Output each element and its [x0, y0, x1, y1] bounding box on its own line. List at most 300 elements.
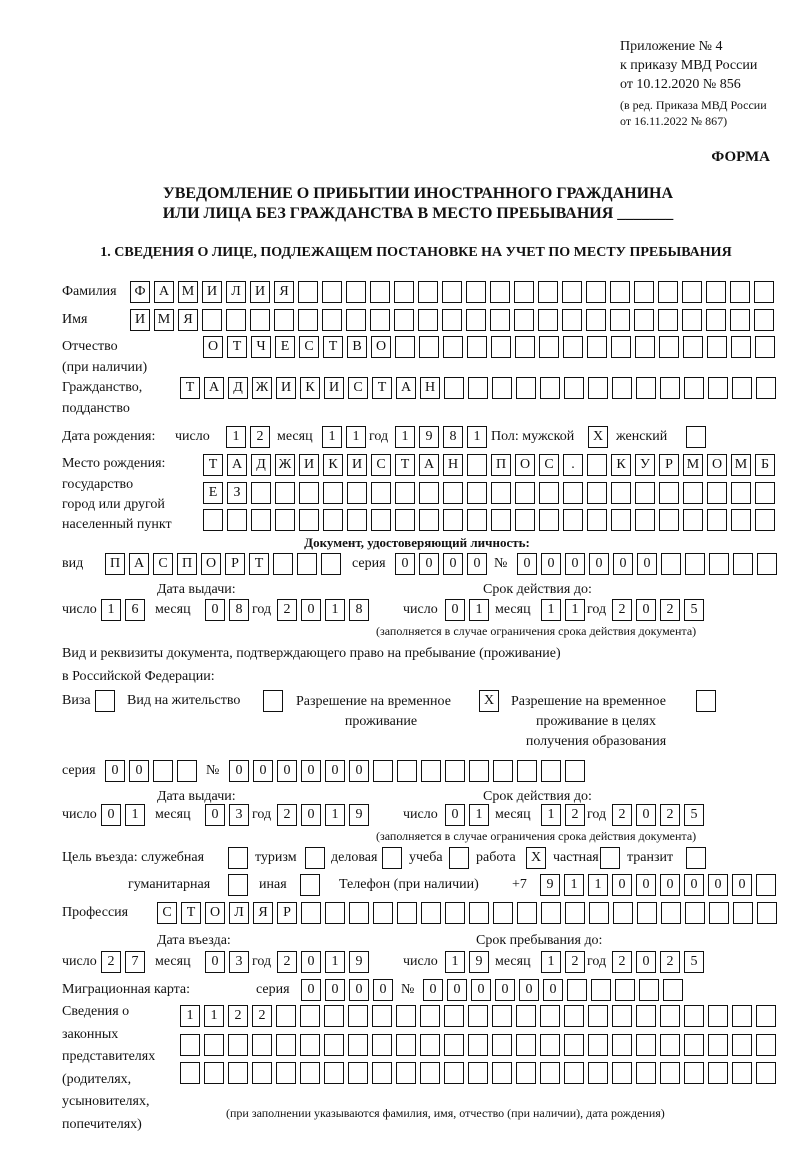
char-box[interactable]: 0 — [205, 951, 225, 973]
char-box[interactable] — [730, 309, 750, 331]
char-box[interactable] — [757, 553, 777, 575]
char-box[interactable] — [372, 1005, 392, 1027]
char-box[interactable]: 9 — [469, 951, 489, 973]
char-box[interactable] — [444, 1062, 464, 1084]
char-box[interactable] — [251, 509, 271, 531]
char-box[interactable] — [732, 377, 752, 399]
char-box[interactable]: Б — [755, 454, 775, 476]
char-box[interactable] — [611, 336, 631, 358]
char-box[interactable]: 3 — [229, 951, 249, 973]
char-box[interactable]: 2 — [277, 804, 297, 826]
char-box[interactable]: 0 — [517, 553, 537, 575]
char-box[interactable] — [203, 509, 223, 531]
char-box[interactable]: 1 — [346, 426, 366, 448]
char-box[interactable] — [300, 1005, 320, 1027]
birth-place-row-2[interactable] — [203, 482, 779, 504]
char-box[interactable]: Я — [253, 902, 273, 924]
char-box[interactable] — [565, 902, 585, 924]
char-box[interactable] — [686, 426, 706, 448]
char-box[interactable] — [516, 1034, 536, 1056]
char-box[interactable] — [322, 309, 342, 331]
char-box[interactable] — [732, 1062, 752, 1084]
char-box[interactable] — [635, 336, 655, 358]
char-box[interactable] — [660, 1034, 680, 1056]
char-box[interactable]: 1 — [322, 426, 342, 448]
char-box[interactable] — [565, 760, 585, 782]
char-box[interactable] — [610, 281, 630, 303]
char-box[interactable] — [754, 309, 774, 331]
char-box[interactable]: 0 — [445, 599, 465, 621]
char-box[interactable] — [420, 1062, 440, 1084]
char-box[interactable] — [732, 1034, 752, 1056]
char-box[interactable] — [684, 1005, 704, 1027]
residence-permit-checkbox[interactable] — [263, 690, 287, 712]
char-box[interactable]: Я — [178, 309, 198, 331]
char-box[interactable]: 2 — [101, 951, 121, 973]
char-box[interactable] — [274, 309, 294, 331]
char-box[interactable]: И — [202, 281, 222, 303]
char-box[interactable] — [469, 760, 489, 782]
char-box[interactable]: 0 — [443, 553, 463, 575]
char-box[interactable] — [732, 1005, 752, 1027]
char-box[interactable]: 2 — [565, 804, 585, 826]
char-box[interactable]: Д — [228, 377, 248, 399]
char-box[interactable] — [612, 1062, 632, 1084]
char-box[interactable]: 1 — [226, 426, 246, 448]
char-box[interactable]: 0 — [660, 874, 680, 896]
char-box[interactable] — [708, 1005, 728, 1027]
char-box[interactable]: М — [178, 281, 198, 303]
char-box[interactable] — [684, 377, 704, 399]
char-box[interactable] — [587, 336, 607, 358]
char-box[interactable]: И — [276, 377, 296, 399]
char-box[interactable] — [611, 482, 631, 504]
char-box[interactable]: 1 — [325, 804, 345, 826]
char-box[interactable] — [397, 902, 417, 924]
char-box[interactable] — [685, 902, 705, 924]
char-box[interactable]: А — [204, 377, 224, 399]
char-box[interactable] — [709, 902, 729, 924]
char-box[interactable] — [204, 1034, 224, 1056]
char-box[interactable] — [347, 482, 367, 504]
char-box[interactable] — [685, 553, 705, 575]
char-box[interactable] — [612, 1005, 632, 1027]
char-box[interactable]: 0 — [325, 979, 345, 1001]
char-box[interactable]: 1 — [564, 874, 584, 896]
char-box[interactable]: 0 — [301, 979, 321, 1001]
char-box[interactable] — [660, 377, 680, 399]
char-box[interactable]: 2 — [228, 1005, 248, 1027]
char-box[interactable] — [275, 509, 295, 531]
char-box[interactable] — [348, 1005, 368, 1027]
char-box[interactable] — [635, 482, 655, 504]
char-box[interactable]: С — [157, 902, 177, 924]
char-box[interactable] — [468, 1034, 488, 1056]
char-box[interactable]: 2 — [277, 599, 297, 621]
purpose-humanitarian-checkbox[interactable] — [228, 874, 252, 896]
char-box[interactable] — [469, 902, 489, 924]
char-box[interactable] — [443, 336, 463, 358]
char-box[interactable]: 0 — [205, 804, 225, 826]
char-box[interactable] — [562, 281, 582, 303]
char-box[interactable] — [683, 336, 703, 358]
char-box[interactable] — [564, 1062, 584, 1084]
char-box[interactable]: 9 — [349, 951, 369, 973]
char-box[interactable]: М — [683, 454, 703, 476]
char-box[interactable] — [636, 1005, 656, 1027]
char-box[interactable] — [730, 281, 750, 303]
char-box[interactable]: 2 — [660, 951, 680, 973]
doc-number-field[interactable] — [517, 553, 781, 575]
char-box[interactable] — [538, 309, 558, 331]
char-box[interactable]: 0 — [708, 874, 728, 896]
char-box[interactable]: Т — [249, 553, 269, 575]
stay-valid-year[interactable] — [612, 804, 708, 826]
char-box[interactable] — [373, 902, 393, 924]
char-box[interactable] — [587, 482, 607, 504]
char-box[interactable] — [419, 336, 439, 358]
char-box[interactable] — [564, 1005, 584, 1027]
char-box[interactable] — [540, 1034, 560, 1056]
char-box[interactable] — [228, 1062, 248, 1084]
char-box[interactable] — [418, 309, 438, 331]
purpose-tourism-checkbox[interactable] — [305, 847, 329, 869]
char-box[interactable]: 2 — [277, 951, 297, 973]
char-box[interactable]: 2 — [612, 599, 632, 621]
char-box[interactable]: 2 — [250, 426, 270, 448]
doc-valid-day[interactable] — [445, 599, 493, 621]
char-box[interactable]: Н — [443, 454, 463, 476]
doc-valid-month[interactable] — [541, 599, 589, 621]
char-box[interactable]: Т — [181, 902, 201, 924]
char-box[interactable] — [445, 902, 465, 924]
char-box[interactable] — [634, 309, 654, 331]
char-box[interactable] — [658, 281, 678, 303]
char-box[interactable] — [755, 336, 775, 358]
citizenship-field[interactable] — [180, 377, 780, 399]
char-box[interactable] — [516, 1005, 536, 1027]
char-box[interactable]: И — [250, 281, 270, 303]
char-box[interactable] — [515, 336, 535, 358]
char-box[interactable]: 1 — [445, 951, 465, 973]
char-box[interactable] — [491, 482, 511, 504]
doc-valid-year[interactable] — [612, 599, 708, 621]
char-box[interactable] — [395, 336, 415, 358]
char-box[interactable] — [493, 902, 513, 924]
char-box[interactable]: О — [205, 902, 225, 924]
char-box[interactable]: 1 — [565, 599, 585, 621]
char-box[interactable] — [564, 377, 584, 399]
char-box[interactable] — [516, 1062, 536, 1084]
char-box[interactable] — [394, 281, 414, 303]
char-box[interactable] — [348, 1062, 368, 1084]
char-box[interactable] — [567, 979, 587, 1001]
char-box[interactable] — [449, 847, 469, 869]
char-box[interactable] — [370, 281, 390, 303]
char-box[interactable] — [588, 1034, 608, 1056]
char-box[interactable] — [707, 482, 727, 504]
char-box[interactable]: Т — [180, 377, 200, 399]
char-box[interactable] — [539, 509, 559, 531]
trp-edu-checkbox[interactable] — [696, 690, 720, 712]
char-box[interactable] — [658, 309, 678, 331]
char-box[interactable]: 0 — [395, 553, 415, 575]
char-box[interactable] — [397, 760, 417, 782]
char-box[interactable]: О — [203, 336, 223, 358]
char-box[interactable] — [180, 1062, 200, 1084]
char-box[interactable]: 5 — [684, 951, 704, 973]
char-box[interactable]: 1 — [469, 804, 489, 826]
char-box[interactable]: 0 — [495, 979, 515, 1001]
char-box[interactable] — [348, 1034, 368, 1056]
char-box[interactable] — [682, 281, 702, 303]
char-box[interactable] — [517, 760, 537, 782]
char-box[interactable] — [227, 509, 247, 531]
char-box[interactable] — [468, 377, 488, 399]
char-box[interactable]: 0 — [589, 553, 609, 575]
char-box[interactable] — [756, 377, 776, 399]
char-box[interactable]: 0 — [613, 553, 633, 575]
char-box[interactable] — [305, 847, 325, 869]
char-box[interactable]: X — [526, 847, 546, 869]
char-box[interactable] — [396, 1062, 416, 1084]
char-box[interactable]: 2 — [660, 804, 680, 826]
char-box[interactable] — [707, 509, 727, 531]
char-box[interactable]: П — [177, 553, 197, 575]
purpose-business-checkbox[interactable] — [382, 847, 406, 869]
char-box[interactable] — [252, 1034, 272, 1056]
char-box[interactable] — [421, 760, 441, 782]
char-box[interactable] — [696, 690, 716, 712]
char-box[interactable] — [228, 874, 248, 896]
char-box[interactable]: 0 — [419, 553, 439, 575]
char-box[interactable]: П — [105, 553, 125, 575]
stay-year[interactable] — [612, 951, 708, 973]
char-box[interactable]: Т — [227, 336, 247, 358]
char-box[interactable] — [443, 509, 463, 531]
char-box[interactable] — [419, 482, 439, 504]
char-box[interactable] — [273, 553, 293, 575]
char-box[interactable] — [639, 979, 659, 1001]
purpose-transit-checkbox[interactable] — [686, 847, 710, 869]
char-box[interactable]: 1 — [204, 1005, 224, 1027]
char-box[interactable]: Л — [229, 902, 249, 924]
char-box[interactable] — [202, 309, 222, 331]
char-box[interactable]: О — [707, 454, 727, 476]
char-box[interactable] — [586, 281, 606, 303]
char-box[interactable] — [322, 281, 342, 303]
char-box[interactable]: 0 — [349, 760, 369, 782]
entry-day[interactable] — [101, 951, 149, 973]
representatives-row-3[interactable] — [180, 1062, 780, 1084]
char-box[interactable]: 2 — [612, 804, 632, 826]
char-box[interactable] — [396, 1005, 416, 1027]
char-box[interactable] — [346, 309, 366, 331]
char-box[interactable] — [250, 309, 270, 331]
char-box[interactable]: 9 — [419, 426, 439, 448]
char-box[interactable] — [490, 281, 510, 303]
char-box[interactable] — [492, 1034, 512, 1056]
char-box[interactable] — [587, 454, 607, 476]
doc-issue-month[interactable] — [205, 599, 253, 621]
char-box[interactable] — [589, 902, 609, 924]
char-box[interactable] — [588, 1062, 608, 1084]
surname-field[interactable] — [130, 281, 778, 303]
char-box[interactable]: 0 — [637, 553, 657, 575]
char-box[interactable] — [467, 454, 487, 476]
char-box[interactable] — [445, 760, 465, 782]
char-box[interactable] — [540, 377, 560, 399]
char-box[interactable] — [492, 1062, 512, 1084]
char-box[interactable] — [757, 902, 777, 924]
char-box[interactable] — [708, 377, 728, 399]
stay-day[interactable] — [445, 951, 493, 973]
char-box[interactable] — [661, 553, 681, 575]
char-box[interactable] — [563, 509, 583, 531]
char-box[interactable] — [635, 509, 655, 531]
char-box[interactable]: М — [731, 454, 751, 476]
char-box[interactable] — [683, 482, 703, 504]
char-box[interactable]: 0 — [541, 553, 561, 575]
char-box[interactable]: 1 — [395, 426, 415, 448]
char-box[interactable]: 3 — [229, 804, 249, 826]
char-box[interactable] — [491, 336, 511, 358]
char-box[interactable] — [395, 509, 415, 531]
char-box[interactable]: 5 — [684, 804, 704, 826]
char-box[interactable] — [324, 1005, 344, 1027]
char-box[interactable]: X — [479, 690, 499, 712]
migration-number-field[interactable] — [423, 979, 687, 1001]
char-box[interactable] — [301, 902, 321, 924]
char-box[interactable] — [276, 1062, 296, 1084]
char-box[interactable] — [756, 1034, 776, 1056]
char-box[interactable] — [419, 509, 439, 531]
char-box[interactable] — [661, 902, 681, 924]
birth-day-field[interactable] — [226, 426, 274, 448]
char-box[interactable] — [755, 482, 775, 504]
char-box[interactable] — [587, 509, 607, 531]
char-box[interactable]: И — [347, 454, 367, 476]
char-box[interactable] — [515, 509, 535, 531]
char-box[interactable]: К — [323, 454, 343, 476]
char-box[interactable]: 1 — [325, 951, 345, 973]
patronymic-field[interactable] — [203, 336, 779, 358]
char-box[interactable]: В — [347, 336, 367, 358]
representatives-row-1[interactable] — [180, 1005, 780, 1027]
char-box[interactable]: 0 — [447, 979, 467, 1001]
char-box[interactable]: 0 — [205, 599, 225, 621]
char-box[interactable]: 2 — [252, 1005, 272, 1027]
char-box[interactable] — [707, 336, 727, 358]
profession-field[interactable] — [157, 902, 781, 924]
birth-month-field[interactable] — [322, 426, 370, 448]
char-box[interactable]: А — [419, 454, 439, 476]
char-box[interactable] — [442, 281, 462, 303]
char-box[interactable] — [442, 309, 462, 331]
char-box[interactable] — [349, 902, 369, 924]
char-box[interactable] — [346, 281, 366, 303]
char-box[interactable]: К — [300, 377, 320, 399]
char-box[interactable] — [611, 509, 631, 531]
char-box[interactable] — [324, 1034, 344, 1056]
char-box[interactable]: 1 — [180, 1005, 200, 1027]
char-box[interactable]: У — [635, 454, 655, 476]
char-box[interactable] — [323, 482, 343, 504]
char-box[interactable] — [514, 281, 534, 303]
char-box[interactable]: Т — [323, 336, 343, 358]
char-box[interactable] — [516, 377, 536, 399]
birth-place-row-1[interactable] — [203, 454, 779, 476]
char-box[interactable] — [660, 1005, 680, 1027]
char-box[interactable] — [396, 1034, 416, 1056]
char-box[interactable]: . — [563, 454, 583, 476]
char-box[interactable]: 0 — [612, 874, 632, 896]
stay-valid-day[interactable] — [445, 804, 493, 826]
char-box[interactable]: 0 — [325, 760, 345, 782]
char-box[interactable]: Ж — [275, 454, 295, 476]
char-box[interactable]: 0 — [229, 760, 249, 782]
char-box[interactable] — [468, 1062, 488, 1084]
char-box[interactable]: 0 — [636, 804, 656, 826]
char-box[interactable] — [468, 1005, 488, 1027]
char-box[interactable] — [370, 309, 390, 331]
char-box[interactable] — [686, 847, 706, 869]
stay-series-field[interactable] — [105, 760, 201, 782]
char-box[interactable] — [466, 309, 486, 331]
char-box[interactable] — [684, 1034, 704, 1056]
char-box[interactable]: 0 — [301, 760, 321, 782]
char-box[interactable] — [588, 1005, 608, 1027]
char-box[interactable] — [636, 1034, 656, 1056]
char-box[interactable]: 9 — [349, 804, 369, 826]
char-box[interactable] — [382, 847, 402, 869]
char-box[interactable] — [612, 377, 632, 399]
char-box[interactable]: Е — [203, 482, 223, 504]
char-box[interactable] — [683, 509, 703, 531]
char-box[interactable] — [321, 553, 341, 575]
char-box[interactable] — [708, 1034, 728, 1056]
char-box[interactable]: А — [227, 454, 247, 476]
char-box[interactable]: 0 — [301, 599, 321, 621]
char-box[interactable] — [610, 309, 630, 331]
char-box[interactable] — [600, 847, 620, 869]
doc-type-field[interactable] — [105, 553, 345, 575]
char-box[interactable]: 1 — [125, 804, 145, 826]
char-box[interactable]: 1 — [469, 599, 489, 621]
char-box[interactable] — [228, 1034, 248, 1056]
char-box[interactable]: О — [371, 336, 391, 358]
char-box[interactable]: Р — [277, 902, 297, 924]
char-box[interactable]: О — [515, 454, 535, 476]
char-box[interactable] — [754, 281, 774, 303]
char-box[interactable] — [682, 309, 702, 331]
char-box[interactable]: 0 — [301, 951, 321, 973]
char-box[interactable]: С — [371, 454, 391, 476]
char-box[interactable] — [538, 281, 558, 303]
char-box[interactable] — [300, 1034, 320, 1056]
char-box[interactable]: Т — [372, 377, 392, 399]
char-box[interactable]: 0 — [101, 804, 121, 826]
char-box[interactable] — [540, 1062, 560, 1084]
char-box[interactable] — [95, 690, 115, 712]
char-box[interactable] — [731, 482, 751, 504]
entry-month[interactable] — [205, 951, 253, 973]
char-box[interactable]: 1 — [541, 951, 561, 973]
char-box[interactable] — [299, 509, 319, 531]
char-box[interactable] — [515, 482, 535, 504]
char-box[interactable] — [540, 1005, 560, 1027]
migration-series-field[interactable] — [301, 979, 397, 1001]
